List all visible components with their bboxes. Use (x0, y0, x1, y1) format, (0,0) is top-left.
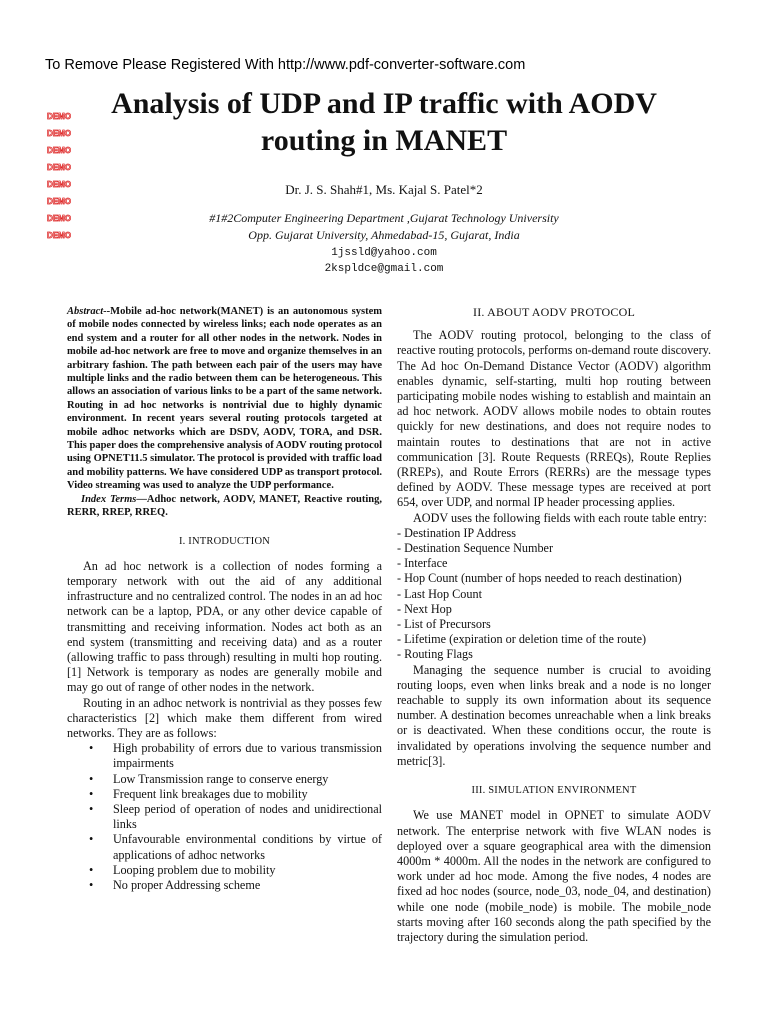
list-item: - Interface (397, 556, 448, 571)
list-item: - Lifetime (expiration or deletion time of the route) (397, 632, 647, 647)
section-2-title: II. ABOUT AODV PROTOCOL (473, 305, 635, 319)
list-item: • Unfavourable environmental conditions by virtue of applications of adhoc networks (67, 832, 382, 862)
route-table-fields (397, 526, 711, 663)
abstract-label: Abstract (67, 306, 104, 317)
author-line: Dr. J. S. Shah#1, Ms. Kajal S. Patel*2 (285, 182, 483, 197)
index-terms-label: Index Terms (81, 493, 137, 505)
email-1: 1jssld@yahoo.com (331, 247, 437, 259)
list-item: - Destination IP Address (397, 525, 517, 540)
list-item: • Frequent link breakages due to mobility (67, 787, 382, 802)
abstract-text: --Mobile ad-hoc network(MANET) is an autonomous system of mobile nodes connected by wireless links; each node operates as an end system and a router for all other nodes in the network. Nodes in mobile ad-hoc network are free to move and organize themselves in an arbitrary fashion. The path between each pair of the users may have multiple links and the radio between them can be heterogeneous. This allows an association of various links to be a part of the same network. Routing in ad hoc networks is nontrivial due to highly dynamic environment. In recent years several routing protocols targeted at mobile adhoc networks which are DSDV, AODV, TORA, and DSR. This paper does the comprehensive analysis of AODV routing protocol using OPNET11.5 simulator. The protocol is provided with traffic load and mobility patterns. We have considered UDP as transport protocol. Video streaming was used to analyze the UDP performance. (67, 306, 383, 492)
section-1-paragraph: An ad hoc network is a collection of nodes forming a temporary network with out the aid of any additional infrastructure and no centralized control. The nodes in an ad hoc network can be a laptop, PDA, or any other device capable of transmitting and receiving information. Nodes act both as an end system (transmitting and receiving data) and as a router (allowing traffic to pass through) resulting in multi hop routing. [1] Network is temporary as nodes are generally mobile and may go out of range of other nodes in the network. (67, 558, 382, 695)
list-item: • Low Transmission range to conserve energy (67, 772, 382, 787)
section-2-paragraph: Managing the sequence number is crucial to avoiding routing loops, even when links break and a node is no longer reachable to supply its own information about its sequence number. A destination becomes unreachable when a link breaks or is deactivated. When these conditions occur, the route is invalidated by operations involving the sequence number and metric[3]. (397, 662, 711, 768)
demo-stamp: DEMO (47, 180, 71, 189)
abstract (67, 305, 382, 493)
list-item: - List of Precursors (397, 617, 491, 632)
section-1-title: I. INTRODUCTION (178, 535, 271, 547)
demo-stamp: DEMO (47, 129, 71, 138)
right-column (397, 305, 711, 945)
email-2: 2kspldce@gmail.com (324, 263, 444, 275)
list-item: - Next Hop (397, 601, 452, 616)
index-terms-text: —Adhoc network, AODV, MANET, Reactive routing, RERR, RREP, RREQ. (67, 493, 382, 519)
list-item: - Routing Flags (397, 647, 473, 662)
demo-stamp: DEMO (47, 146, 71, 155)
section-1-paragraph: Routing in an adhoc network is nontrivial as they posses few characteristics [2] which make them different from wired networks. They are as follows: (67, 695, 382, 740)
list-item: - Destination Sequence Number (397, 541, 554, 556)
demo-stamp: DEMO (47, 112, 71, 121)
list-item: • Sleep period of operation of nodes and unidirectional links (67, 802, 382, 832)
watermark-banner: To Remove Please Registered With http://www.pdf-converter-software.com (45, 57, 526, 73)
characteristics-list (67, 741, 382, 893)
index-terms (67, 493, 382, 520)
demo-stamp: DEMO (47, 197, 71, 206)
affiliation (80, 210, 688, 244)
list-item: • High probability of errors due to various transmission impairments (67, 741, 382, 771)
list-item: • No proper Addressing scheme (67, 878, 382, 893)
paper-title: Analysis of UDP and IP traffic with AODV routing in MANET (111, 87, 657, 157)
demo-watermark-strip (47, 112, 71, 240)
list-item: - Last Hop Count (397, 586, 482, 601)
demo-stamp: DEMO (47, 163, 71, 172)
left-column (67, 305, 382, 893)
demo-stamp: DEMO (47, 214, 71, 223)
list-item: • Looping problem due to mobility (67, 863, 382, 878)
section-2-paragraph: The AODV routing protocol, belonging to the class of reactive routing protocols, performs on-demand route discovery. The Ad hoc On-Demand Distance Vector (AODV) algorithm enables dynamic, self-starting, multi hop routing between participating mobile nodes wishing to establish and maintain an ad hoc network. AODV allows mobile nodes to obtain routes quickly for new destinations, and does not require nodes to maintain routes to destinations that are not in active communication [3]. Route Requests (RREQs), Route Replies (RREPs), and Route Errors (RERRs) are the message types defined by AODV. These message types are received at port 654, over UDP, and normal IP header processing applies. (397, 328, 711, 510)
list-item: - Hop Count (number of hops needed to reach destination) (397, 571, 682, 586)
affiliation-line-1: #1#2Computer Engineering Department ,Gujarat Technology University (209, 211, 559, 225)
affiliation-line-2: Opp. Gujarat University, Ahmedabad-15, Gujarat, India (248, 228, 520, 242)
section-3-paragraph: We use MANET model in OPNET to simulate AODV network. The enterprise network with five WLAN nodes is deployed over a square geographical area with the dimension 4000m * 4000m. All the nodes in the network are configured to work under ad hoc mode. Among the five nodes, 4 nodes are fixed ad hoc nodes (source, node_03, node_04, and destination) while one node (mobile_node) is mobile. The mobile_node starts moving after 160 seconds along the path specified by the trajectory during the simulation period. (397, 808, 711, 944)
section-2-paragraph: AODV uses the following fields with each route table entry: (413, 510, 707, 525)
section-3-title: III. SIMULATION ENVIRONMENT (471, 785, 637, 797)
demo-stamp: DEMO (47, 231, 71, 240)
